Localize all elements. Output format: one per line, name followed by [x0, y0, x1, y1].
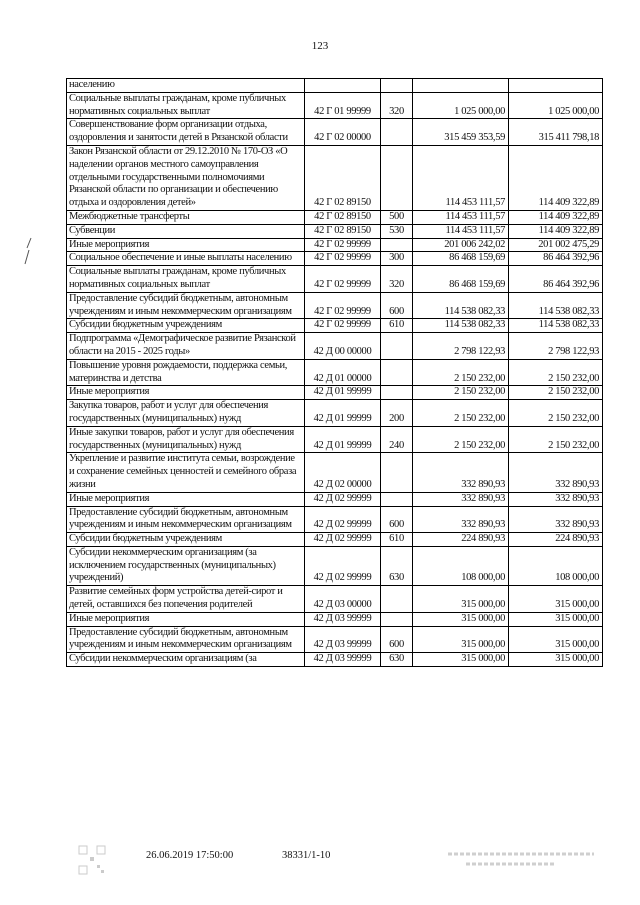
table-row [67, 333, 603, 360]
table-row [67, 426, 603, 453]
cell-name: Социальные выплаты гражданам, кроме публичных нормативных социальных выплат [67, 266, 305, 293]
table-row [67, 292, 603, 319]
cell-code: 42 Г 02 99999 [305, 319, 381, 333]
cell-sum1: 315 000,00 [413, 653, 509, 667]
cell-code: 42 Г 02 00000 [305, 119, 381, 146]
cell-sum2: 114 409 322,89 [509, 210, 603, 224]
cell-name: Субсидии некоммерческим организациям (за исключением государственных (муниципальных) учреждений) [67, 546, 305, 585]
cell-name: Субсидии бюджетным учреждениям [67, 533, 305, 547]
cell-sum1: 224 890,93 [413, 533, 509, 547]
cell-sum1: 2 150 232,00 [413, 426, 509, 453]
cell-sum2: 114 409 322,89 [509, 224, 603, 238]
cell-name: Предоставление субсидий бюджетным, автономным учреждениям и иным некоммерческим организациям [67, 506, 305, 533]
table-row [67, 252, 603, 266]
table-row [67, 224, 603, 238]
cell-vr [381, 386, 413, 400]
cell-sum2: 1 025 000,00 [509, 92, 603, 119]
cell-code: 42 Д 02 99999 [305, 492, 381, 506]
table-row [67, 210, 603, 224]
table-row [67, 626, 603, 653]
cell-sum1: 108 000,00 [413, 546, 509, 585]
cell-vr: 500 [381, 210, 413, 224]
table-body [67, 79, 603, 667]
cell-code: 42 Д 03 00000 [305, 586, 381, 613]
table-row [67, 400, 603, 427]
cell-vr: 630 [381, 653, 413, 667]
table-row [67, 546, 603, 585]
budget-table [66, 78, 603, 667]
cell-name: Повышение уровня рождаемости, поддержка семьи, материнства и детства [67, 359, 305, 386]
cell-sum1 [413, 79, 509, 93]
cell-name: Предоставление субсидий бюджетным, автономным учреждениям и иным некоммерческим организациям [67, 626, 305, 653]
cell-vr [381, 453, 413, 492]
cell-sum2: 332 890,93 [509, 453, 603, 492]
table-row [67, 533, 603, 547]
cell-sum2: 315 411 798,18 [509, 119, 603, 146]
cell-code: 42 Д 02 99999 [305, 533, 381, 547]
cell-code: 42 Д 02 99999 [305, 546, 381, 585]
cell-vr: 600 [381, 626, 413, 653]
cell-code: 42 Д 03 99999 [305, 612, 381, 626]
cell-vr [381, 238, 413, 252]
cell-name: Субвенции [67, 224, 305, 238]
table-row [67, 238, 603, 252]
cell-sum2: 315 000,00 [509, 586, 603, 613]
cell-sum1: 315 459 353,59 [413, 119, 509, 146]
cell-name: Укрепление и развитие института семьи, возрождение и сохранение семейных ценностей и семейного образа жизни [67, 453, 305, 492]
table-row [67, 319, 603, 333]
cell-sum2: 114 409 322,89 [509, 145, 603, 210]
cell-vr [381, 612, 413, 626]
cell-code: 42 Д 02 00000 [305, 453, 381, 492]
cell-code [305, 79, 381, 93]
cell-name: Иные мероприятия [67, 238, 305, 252]
footer-doc-number: 38331/1-10 [282, 850, 331, 861]
cell-vr [381, 79, 413, 93]
cell-sum1: 332 890,93 [413, 492, 509, 506]
cell-vr: 610 [381, 319, 413, 333]
cell-sum2: 2 798 122,93 [509, 333, 603, 360]
cell-name: Субсидии бюджетным учреждениям [67, 319, 305, 333]
cell-vr [381, 119, 413, 146]
cell-sum2: 315 000,00 [509, 626, 603, 653]
cell-vr [381, 145, 413, 210]
cell-sum1: 86 468 159,69 [413, 252, 509, 266]
cell-sum2: 315 000,00 [509, 612, 603, 626]
qr-code-icon [78, 845, 106, 875]
table-row [67, 119, 603, 146]
cell-name: Иные мероприятия [67, 386, 305, 400]
cell-code: 42 Г 01 99999 [305, 92, 381, 119]
cell-sum1: 2 150 232,00 [413, 386, 509, 400]
cell-vr: 610 [381, 533, 413, 547]
cell-vr [381, 586, 413, 613]
cell-code: 42 Г 02 99999 [305, 266, 381, 293]
table-row [67, 266, 603, 293]
table-row [67, 386, 603, 400]
table-row [67, 79, 603, 93]
cell-name: Иные мероприятия [67, 612, 305, 626]
cell-sum2: 114 538 082,33 [509, 319, 603, 333]
table-row [67, 92, 603, 119]
page-number: 123 [311, 40, 329, 52]
cell-sum1: 2 798 122,93 [413, 333, 509, 360]
cell-sum1: 86 468 159,69 [413, 266, 509, 293]
cell-sum1: 332 890,93 [413, 506, 509, 533]
cell-sum1: 332 890,93 [413, 453, 509, 492]
cell-name: Социальные выплаты гражданам, кроме публичных нормативных социальных выплат [67, 92, 305, 119]
cell-vr: 530 [381, 224, 413, 238]
cell-code: 42 Г 02 99999 [305, 238, 381, 252]
cell-sum1: 2 150 232,00 [413, 359, 509, 386]
cell-sum2: 332 890,93 [509, 492, 603, 506]
margin-mark-icon [22, 236, 36, 266]
cell-name: Подпрограмма «Демографическое развитие Рязанской области на 2015 - 2025 годы» [67, 333, 305, 360]
cell-code: 42 Д 03 99999 [305, 626, 381, 653]
cell-sum2: 315 000,00 [509, 653, 603, 667]
cell-sum1: 315 000,00 [413, 612, 509, 626]
cell-sum2: 86 464 392,96 [509, 252, 603, 266]
cell-sum2: 201 002 475,29 [509, 238, 603, 252]
cell-sum2: 2 150 232,00 [509, 386, 603, 400]
cell-sum1: 114 538 082,33 [413, 292, 509, 319]
cell-name: населению [67, 79, 305, 93]
cell-code: 42 Г 02 89150 [305, 224, 381, 238]
cell-sum1: 114 453 111,57 [413, 145, 509, 210]
cell-sum2: 114 538 082,33 [509, 292, 603, 319]
cell-sum2: 2 150 232,00 [509, 426, 603, 453]
cell-sum1: 114 453 111,57 [413, 224, 509, 238]
table-row [67, 586, 603, 613]
cell-sum2: 86 464 392,96 [509, 266, 603, 293]
cell-sum1: 114 538 082,33 [413, 319, 509, 333]
cell-code: 42 Д 01 99999 [305, 400, 381, 427]
cell-vr: 630 [381, 546, 413, 585]
cell-code: 42 Г 02 99999 [305, 252, 381, 266]
cell-name: Предоставление субсидий бюджетным, автономным учреждениям и иным некоммерческим организациям [67, 292, 305, 319]
cell-name: Совершенствование форм организации отдыха, оздоровления и занятости детей в Рязанской области [67, 119, 305, 146]
cell-sum2: 108 000,00 [509, 546, 603, 585]
cell-sum1: 2 150 232,00 [413, 400, 509, 427]
cell-vr [381, 492, 413, 506]
cell-vr: 600 [381, 506, 413, 533]
footer-datetime: 26.06.2019 17:50:00 [146, 850, 234, 861]
cell-vr [381, 359, 413, 386]
cell-name: Закон Рязанской области от 29.12.2010 № 170-ОЗ «О наделении органов местного самоуправления отдельными государственными полномочиями Рязанской области по организации и обеспечению отдыха и оздоровления детей» [67, 145, 305, 210]
cell-sum2: 332 890,93 [509, 506, 603, 533]
cell-sum2: 2 150 232,00 [509, 359, 603, 386]
cell-code: 42 Г 02 89150 [305, 145, 381, 210]
cell-sum1: 201 006 242,02 [413, 238, 509, 252]
cell-code: 42 Д 01 00000 [305, 359, 381, 386]
cell-vr: 240 [381, 426, 413, 453]
faint-stamp-icon [446, 848, 596, 870]
table-row [67, 612, 603, 626]
table-row [67, 145, 603, 210]
cell-vr: 200 [381, 400, 413, 427]
cell-vr: 600 [381, 292, 413, 319]
cell-sum1: 114 453 111,57 [413, 210, 509, 224]
table-row [67, 653, 603, 667]
cell-vr: 300 [381, 252, 413, 266]
cell-code: 42 Д 01 99999 [305, 386, 381, 400]
cell-name: Закупка товаров, работ и услуг для обеспечения государственных (муниципальных) нужд [67, 400, 305, 427]
table-row [67, 506, 603, 533]
cell-code: 42 Г 02 89150 [305, 210, 381, 224]
cell-vr: 320 [381, 92, 413, 119]
cell-code: 42 Д 01 99999 [305, 426, 381, 453]
cell-name: Социальное обеспечение и иные выплаты населению [67, 252, 305, 266]
cell-sum1: 315 000,00 [413, 586, 509, 613]
cell-sum2 [509, 79, 603, 93]
cell-code: 42 Г 02 99999 [305, 292, 381, 319]
table-row [67, 453, 603, 492]
cell-name: Субсидии некоммерческим организациям (за [67, 653, 305, 667]
cell-name: Иные мероприятия [67, 492, 305, 506]
cell-sum2: 2 150 232,00 [509, 400, 603, 427]
cell-vr [381, 333, 413, 360]
cell-code: 42 Д 00 00000 [305, 333, 381, 360]
cell-name: Иные закупки товаров, работ и услуг для обеспечения государственных (муниципальных) нужд [67, 426, 305, 453]
cell-name: Межбюджетные трансферты [67, 210, 305, 224]
cell-sum1: 1 025 000,00 [413, 92, 509, 119]
table-row [67, 492, 603, 506]
cell-name: Развитие семейных форм устройства детей-сирот и детей, оставшихся без попечения родителей [67, 586, 305, 613]
cell-code: 42 Д 03 99999 [305, 653, 381, 667]
cell-sum1: 315 000,00 [413, 626, 509, 653]
table-row [67, 359, 603, 386]
cell-sum2: 224 890,93 [509, 533, 603, 547]
cell-vr: 320 [381, 266, 413, 293]
cell-code: 42 Д 02 99999 [305, 506, 381, 533]
